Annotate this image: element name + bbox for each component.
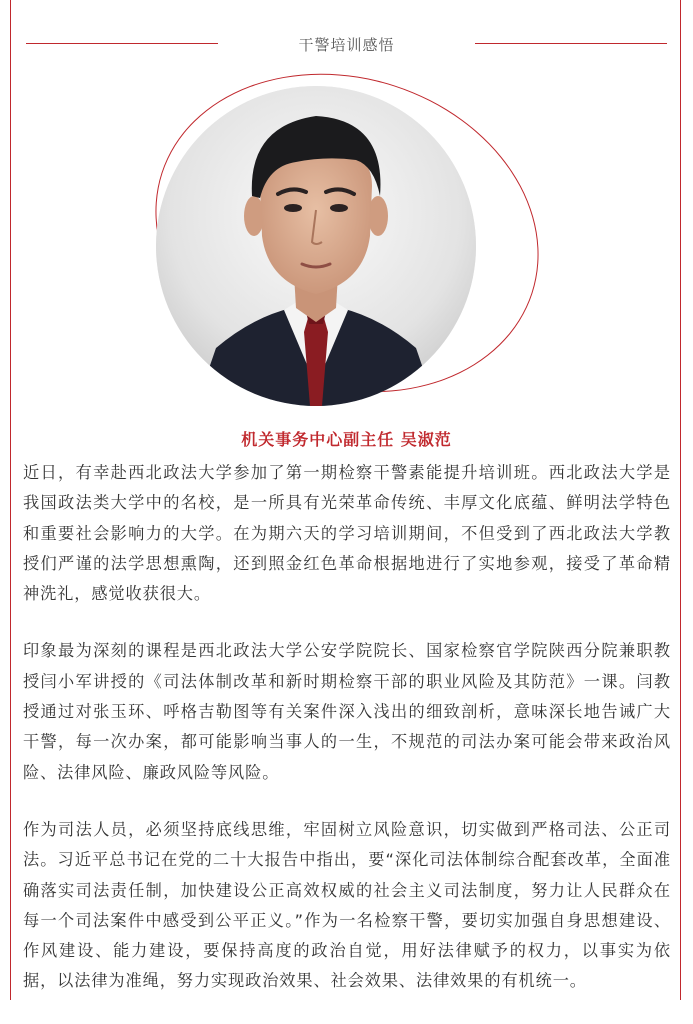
- article-body: [23, 458, 671, 1024]
- article-paragraph: 近日，有幸赴西北政法大学参加了第一期检察干警素能提升培训班。西北政法大学是我国政法类大学中的名校，是一所具有光荣革命传统、丰厚文化底蕴、鲜明法学特色和重要社会影响力的大学。在为期六天的学习培训期间，不但受到了西北政法大学教授们严谨的法学思想熏陶，还到照金红色革命根据地进行了实地参观，接受了革命精神洗礼，感觉收获很大。: [23, 463, 671, 604]
- portrait-illustration: [156, 86, 476, 406]
- section-title: 干警培训感悟: [298, 36, 395, 54]
- section-header: [10, 30, 683, 58]
- article-paragraph: 印象最为深刻的课程是西北政法大学公安学院院长、国家检察官学院陕西分院兼职教授闫小军讲授的《司法体制改革和新时期检察干部的职业风险及其防范》一课。闫教授通过对张玉环、呼格吉勒图等有关案件深入浅出的细致剖析，意味深长地告诫广大干警，每一次办案，都可能影响当事人的一生，不规范的司法办案可能会带来政治风险、法律风险、廉政风险等风险。: [23, 641, 671, 782]
- article-paragraph: 作为司法人员，必须坚持底线思维，牢固树立风险意识，切实做到严格司法、公正司法。习近平总书记在党的二十大报告中指出，要“深化司法体制综合配套改革，全面准确落实司法责任制，加快建设公正高效权威的社会主义司法制度，努力让人民群众在每一个司法案件中感受到公平正义。”作为一名检察干警，要切实加强自身思想建设、作风建设、能力建设，要保持高度的政治自觉，用好法律赋予的权力，以事实为依据，以法律为准绳，努力实现政治效果、社会效果、法律效果的有机统一。: [23, 819, 671, 991]
- person-caption: 机关事务中心副主任 吴淑范: [241, 430, 452, 449]
- header-rule-right: [475, 43, 667, 44]
- portrait-photo: [156, 86, 476, 406]
